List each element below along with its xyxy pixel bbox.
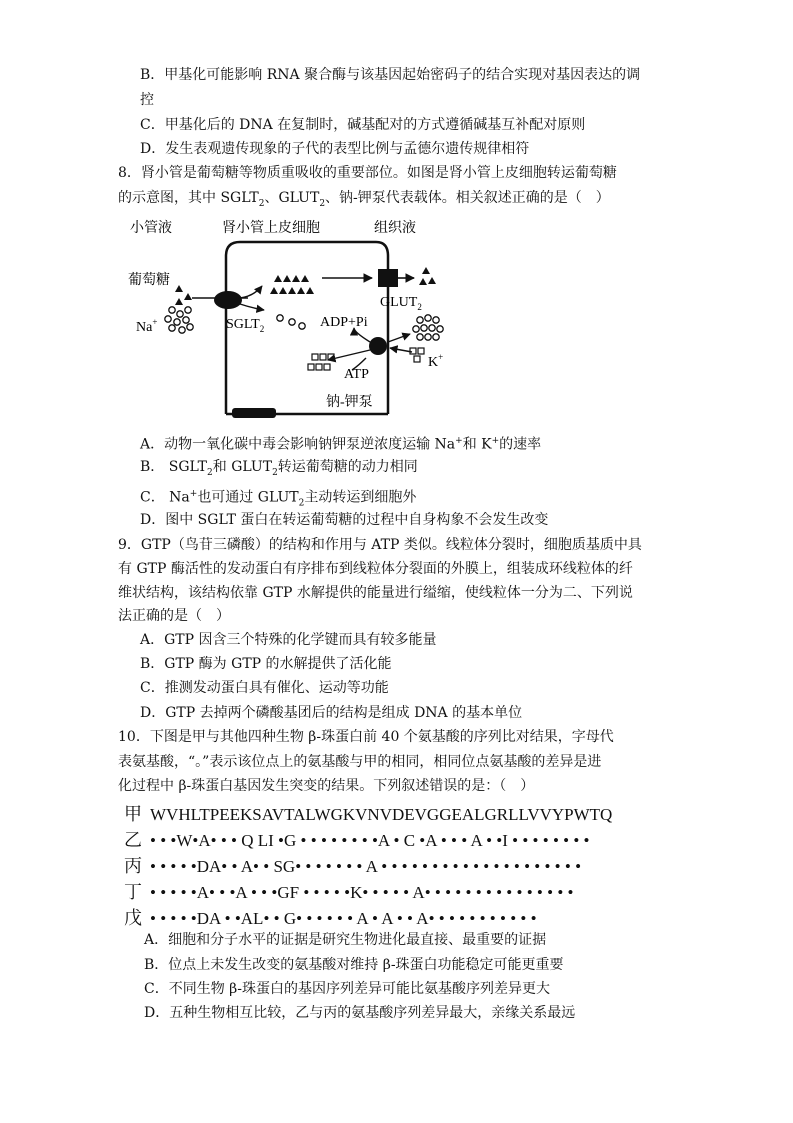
q9-stem-line2: 有 GTP 酶活性的发动蛋白有序排布到线粒体分裂面的外膜上，组装成环线粒体的纤 xyxy=(118,561,633,577)
sequence: WVHLTPEEKSAVTALWGKVNVDEVGGEALGRLLVVYPWTQ xyxy=(150,805,613,824)
sequence-row-jia xyxy=(124,800,612,826)
q8-stem-line2: 的示意图，其中 $SGLT_2$、$GLUT_2$、钠-钾泵代表载体。相关叙述正确的是（ ） xyxy=(118,190,610,209)
q8-stem-line1: 8．肾小管是葡萄糖等物质重吸收的重要部位。如图是肾小管上皮细胞转运葡萄糖 xyxy=(118,165,617,181)
sequence: • • • • •A• • •A • • •GF • • • • •K• • • • • A• • • • • • • • • • • • • • • xyxy=(150,883,574,902)
q10-stem-line1: 10．下图是甲与其他四种生物 β-珠蛋白前 40 个氨基酸的序列比对结果，字母代 xyxy=(118,729,614,745)
q9-option-d: D．GTP 去掉两个磷酸基团后的结构是组成 DNA 的基本单位 xyxy=(140,705,523,721)
sodium-potassium-pump xyxy=(369,337,387,355)
q10-stem-line3: 化过程中 β-珠蛋白基因发生突变的结果。下列叙述错误的是：（ ） xyxy=(118,778,535,794)
q10-option-c: C．不同生物 β-珠蛋白的基因序列差异可能比氨基酸序列差异更大 xyxy=(144,981,550,997)
glucose-molecules-cell xyxy=(270,275,314,294)
sequence-row-yi xyxy=(124,826,590,852)
q10-option-a: A．细胞和分子水平的证据是研究生物进化最直接、最重要的证据 xyxy=(144,932,547,948)
q9-option-c: C．推测发动蛋白具有催化、运动等功能 xyxy=(140,680,389,696)
q9-stem-line1: 9．GTP（鸟苷三磷酸）的结构和作用与 ATP 类似。线粒体分裂时，细胞质基质中具 xyxy=(118,537,642,553)
species-label: 戊 xyxy=(124,908,142,928)
q7-option-c: C．甲基化后的 DNA 在复制时，碱基配对的方式遵循碱基互补配对原则 xyxy=(140,117,586,133)
q7-option-d: D．发生表观遗传现象的子代的表型比例与孟德尔遗传规律相符 xyxy=(140,141,530,157)
sequence: • • •W•A• • • Q LI •G • • • • • • • •A • C •A • • • A • •I • • • • • • • • xyxy=(150,831,590,850)
sequence: • • • • •DA• • A• • SG• • • • • • • A • • • • • • • • • • • • • • • • • • • • xyxy=(150,857,582,876)
q8-option-c: C． Na+也可通过 $GLUT_2$主动转运到细胞外 xyxy=(140,489,417,509)
q8-option-d: D．图中 SGLT 蛋白在转运葡萄糖的过程中自身构象不会发生改变 xyxy=(140,512,549,528)
q9-option-a: A．GTP 因含三个特殊的化学键而具有较多能量 xyxy=(140,632,437,648)
label-epithelial-cell: 肾小管上皮细胞 xyxy=(222,221,320,236)
sequence-row-bing xyxy=(124,852,581,878)
species-label: 丙 xyxy=(124,856,142,876)
sodium-ions-lumen xyxy=(165,307,193,333)
label-potassium: K+ xyxy=(428,352,444,370)
q8-option-a: A．动物一氧化碳中毒会影响钠钾泵逆浓度运输 Na+和 K+的速率 xyxy=(140,436,542,453)
q10-stem-line2: 表氨基酸，“。”表示该位点上的氨基酸与甲的相同，相同位点氨基酸的差异是进 xyxy=(118,754,602,770)
q10-option-b: B．位点上未发生改变的氨基酸对维持 β-珠蛋白功能稳定可能更重要 xyxy=(144,957,564,973)
label-na-k-pump: 钠-钾泵 xyxy=(326,395,373,410)
label-glucose: 葡萄糖 xyxy=(128,273,170,288)
species-label: 丁 xyxy=(124,882,142,902)
glucose-molecules-lumen xyxy=(175,285,192,305)
q9-stem-line4: 法正确的是（ ） xyxy=(118,608,230,624)
label-tubule-fluid: 小管液 xyxy=(130,221,172,236)
q10-option-d: D．五种生物相互比较，乙与丙的氨基酸序列差异最大，亲缘关系最远 xyxy=(144,1005,576,1021)
sequence-row-ding xyxy=(124,878,573,904)
sodium-ions-cell xyxy=(277,315,305,329)
label-sodium: Na+ xyxy=(136,317,158,335)
label-atp: ATP xyxy=(344,367,369,382)
q9-option-b: B．GTP 酶为 GTP 的水解提供了活化能 xyxy=(140,656,392,672)
species-label: 乙 xyxy=(124,830,142,850)
label-glut2: $GLUT_2$ xyxy=(380,295,422,312)
q7-option-b-continued: 控 xyxy=(140,92,154,108)
potassium-ions-cell xyxy=(308,354,334,370)
sglt2-carrier xyxy=(214,291,242,309)
glucose-molecules-tissue xyxy=(419,267,436,285)
q7-option-b: B．甲基化可能影响 RNA 聚合酶与该基因起始密码子的结合实现对基因表达的调 xyxy=(140,67,641,83)
cell-junction xyxy=(232,408,276,418)
glut2-carrier xyxy=(378,269,398,287)
label-adp-pi: ADP+Pi xyxy=(320,315,368,330)
sodium-ions-tissue xyxy=(413,315,443,340)
label-sglt2: $SGLT_2$ xyxy=(226,317,265,334)
sequence-row-wu xyxy=(124,904,537,930)
species-label: 甲 xyxy=(124,804,142,824)
sequence: • • • • •DA • •AL• • G• • • • • • A • A • • A• • • • • • • • • • • xyxy=(150,909,537,928)
q9-stem-line3: 维状结构，该结构依靠 GTP 水解提供的能量进行缢缩，使线粒体一分为二、下列说 xyxy=(118,585,633,601)
potassium-ions-tissue xyxy=(410,348,424,362)
q8-option-b: B． $SGLT_2$和 $GLUT_2$转运葡萄糖的动力相同 xyxy=(140,459,418,478)
label-tissue-fluid: 组织液 xyxy=(374,221,416,236)
glucose-transport-diagram xyxy=(122,214,452,422)
